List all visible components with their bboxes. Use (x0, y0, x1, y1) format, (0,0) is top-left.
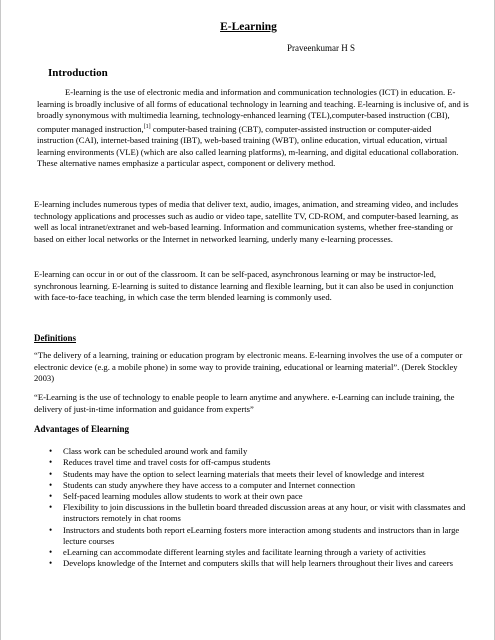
advantages-list (49, 446, 469, 570)
list-item: • Students may have the option to select learning materials that meets their level of knowledge and interest (49, 469, 469, 480)
definition-quote-2: “E-Learning is the use of technology to enable people to learn anytime and anywhere. e-Learning can include training, the delivery of just-in-time information and guidance from experts” (34, 392, 455, 414)
list-item: • Flexibility to join discussions in the bulletin board threaded discussion areas at any hour, or visit with classmates and instructors remotely in chat rooms (49, 502, 469, 524)
media-types-paragraph: E-learning includes numerous types of media that deliver text, audio, images, animation, and streaming video, and includes technology applications and processes such as audio or video tape, satellite TV, CD-ROM, and computer-based learning, as well as local intranet/extranet and web-based learning. Information and communication systems, whether free-standing or based on either local networks or the Internet in networked learning, underly many e-learning processes. (34, 199, 459, 244)
list-item: • Develops knowledge of the Internet and computers skills that will help learners throughout their lives and careers (49, 558, 469, 569)
introduction-paragraph (37, 87, 469, 170)
classroom-paragraph: E-learning can occur in or out of the classroom. It can be self-paced, asynchronous learning or may be instructor-led, synchronous learning. E-learning is suited to distance learning and flexible learning, but it can also be used in conjunction with face-to-face teaching, in which case the term blended learning is commonly used. (34, 269, 454, 303)
definitions-heading: Definitions (34, 333, 77, 343)
list-item: • Instructors and students both report eLearning fosters more interaction among students and instructors than in large lecture courses (49, 525, 469, 547)
list-item: • Class work can be scheduled around work and family (49, 446, 469, 457)
list-item: • eLearning can accommodate different learning styles and facilitate learning through a variety of activities (49, 547, 469, 558)
list-item: • Self-paced learning modules allow students to work at their own pace (49, 491, 469, 502)
definition-quote-1: “The delivery of a learning, training or education program by electronic means. E-learning involves the use of a computer or electronic device (e.g. a mobile phone) in some way to provide training, educational or learning material”. (Derek Stockley 2003) (34, 350, 463, 384)
list-item: • Reduces travel time and travel costs for off-campus students (49, 457, 469, 468)
intro-text-part1: E-learning is the use of electronic media and information and communication technologies (ICT) in education. E-learning is broadly inclusive of all forms of educational technology in learning and teaching. E-learning is inclusive of, and is broadly synonymous with multimedia learning, technology-enhanced learning (TEL),computer-based instruction (CBI), computer managed instruction, (37, 87, 469, 134)
document-title: E-Learning (220, 21, 277, 33)
author-name: Praveenkumar H S (287, 43, 355, 53)
list-item: • Students can study anywhere they have access to a computer and Internet connection (49, 480, 469, 491)
reference-link[interactable]: [1] (143, 123, 151, 130)
advantages-heading: Advantages of Elearning (34, 424, 130, 434)
introduction-heading: Introduction (48, 67, 108, 79)
intro-text-part2: computer-based training (CBT), computer-assisted instruction or computer-aided instruction (CAI), internet-based training (IBT), web-based training (WBT), online education, virtual education, virtual learning environments (VLE) (which are also called learning platforms), m-learning, and digital educational collaboration. These alternative names emphasize a particular aspect, component or delivery method. (37, 123, 459, 169)
